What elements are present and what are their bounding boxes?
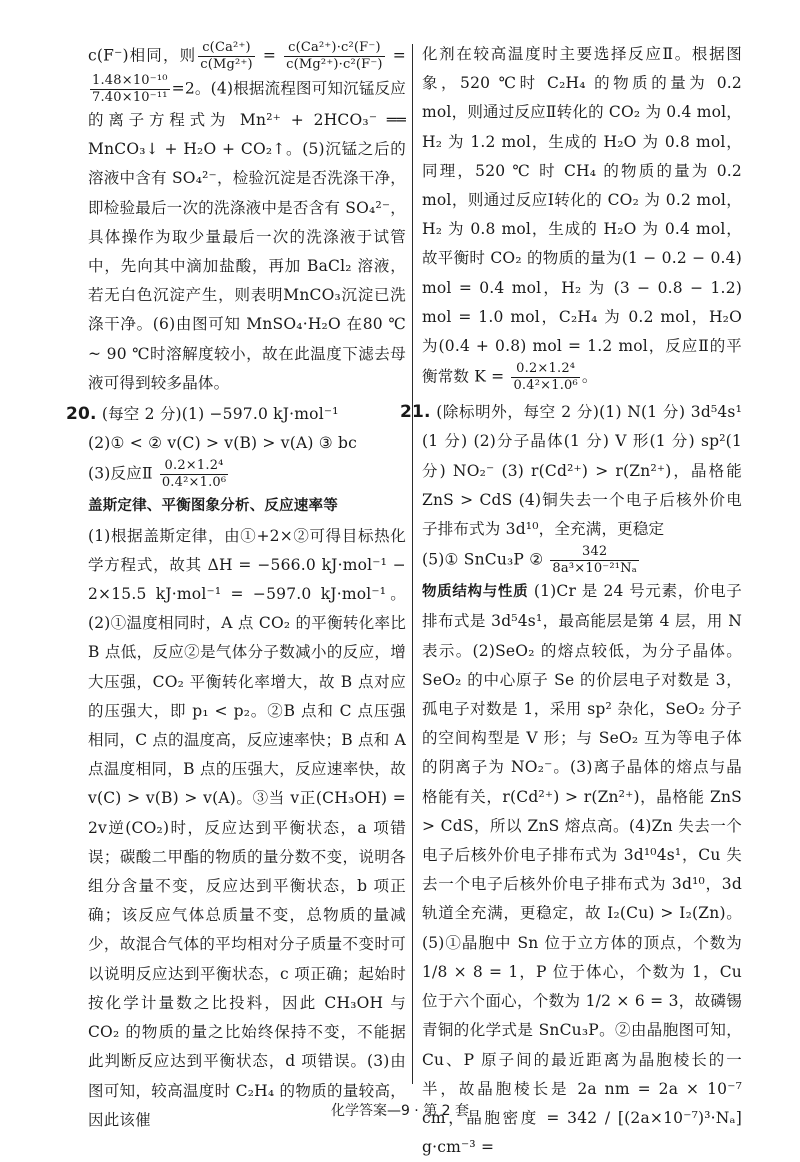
q19-continuation: c(F⁻)相同，则 $\frac{\text{c(Ca²⁺)}}{\text{c(Mg²⁺)}}$ = $\frac{\text{c(Ca²⁺)·c²(F⁻)}}{\text{c(Mg²⁺)·c²(F⁻)}}$ = $\frac{\text{1.48×10⁻¹⁰}}{\text{7.40×10⁻¹¹}}$ =2。(4)根据流程图可知沉锰反应的离子方程式为 Mn²⁺ + 2HCO₃⁻ ══ MnCO₃↓ + H₂O + CO₂↑。(5)沉锰之后的溶液中含有 SO₄²⁻，检验沉淀是否洗涤干净，即检验最后一次的洗涤液中是否含有 SO₄²⁻，具体操作为取少量最后一次的洗涤液于试管中，先向其中滴加盐酸，再加 BaCl₂ 溶液，若无白色沉淀产生，则表明MnCO₃沉淀已洗涤干净。(6)由图可知 MnSO₄·H₂O 在80 ℃ ~ 90 ℃时溶解度较小，故在此温度下滤去母液可得到较多晶体。 xyxy=(88,40,406,392)
ratio-fraction-2: $\frac{\text{c(Ca²⁺)·c²(F⁻)}}{\text{c(Mg²⁺)·c²(F⁻)}}$ xyxy=(286,40,383,72)
q20-continuation: 化剂在较高温度时主要选择反应Ⅱ。根据图象，520 ℃时 C₂H₄ 的物质的量为 0.2 mol，则通过反应Ⅱ转化的 CO₂ 为 0.4 mol，H₂ 为 1.2 mol，生成的 H₂O 为 0.8 mol，同理，520 ℃ 时 CH₄ 的物质的量为 0.2 mol，则通过反应Ⅰ转化的 CO₂ 为 0.2 mol，H₂ 为 0.8 mol，生成的 H₂O 为 0.4 mol，故平衡时 CO₂ 的物质的量为(1 − 0.2 − 0.4) mol = 0.4 mol，H₂ 为 (3 − 0.8 − 1.2) mol = 1.0 mol，C₂H₄ 为 0.2 mol，H₂O 为(0.4 + 0.8) mol = 1.2 mol，反应Ⅱ的平衡常数 K = $\frac{\text{0.2×1.2⁴}}{\text{0.4²×1.0⁶}}$ 。 xyxy=(422,45,742,394)
question-number-20: 20. xyxy=(66,404,97,425)
q20-explanation: (1)根据盖斯定律，由①+2×②可得目标热化学方程式，故其 ΔH = −566.0 kJ·mol⁻¹ − 2×15.5 kJ·mol⁻¹ = −597.0 kJ·mol⁻¹。(2)①温度相同时，A 点 CO₂ 的平衡转化率比 B 点低，反应②是气体分子数减小的反应，增大压强，CO₂ 平衡转化率增大，故 B 点对应的压强大，即 p₁ < p₂。②B 点和 C 点压强相同，C 点的温度高，反应速率快；B 点和 A 点温度相同，B 点的压强大，反应速率快，故 v(C) > v(B) > v(A)。③当 v正(CH₃OH) = 2v逆(CO₂)时，反应达到平衡状态，a 项错误；碳酸二甲酯的物质的量分数不变，说明各组分含量不变，反应达到平衡状态，b 项正确；该反应气体总质量不变，总物质的量减少，故混合气体的平均相对分子质量不变时可以说明反应达到平衡状态，c 项正确；起始时按化学计量数之比投料，因此 CH₃OH 与 CO₂ 的物质的量之比始终保持不变，不能据此判断反应达到平衡状态，d 项错误。(3)由图可知，较高温度时 C₂H₄ 的物质的量较高，因此该催 xyxy=(88,526,406,1129)
equilibrium-constant-fraction: $\frac{\text{0.2×1.2⁴}}{\text{0.4²×1.0⁶}}$ xyxy=(161,458,227,491)
q21-answers: 21. (除标明外，每空 2 分)(1) N(1 分) 3d⁵4s¹ (1 分) (2)分子晶体(1 分) V 形(1 分) sp²(1 分) NO₂⁻ (3) r(Cd²⁺) > r(Zn²⁺)，晶格能ZnS > CdS (4)铜失去一个电子后核外价电子排布式为 3d¹⁰，全充满，更稳定 xyxy=(400,402,742,539)
q20-answers: 20. (每空 2 分)(1) −597.0 kJ·mol⁻¹ xyxy=(66,404,339,425)
q21-topic: 物质结构与性质 xyxy=(422,584,529,601)
q20-topic: 盖斯定律、平衡图象分析、反应速率等 xyxy=(88,498,338,515)
page-footer: 化学答案—9 · 第 2 套 xyxy=(330,1103,470,1119)
left-column: c(F⁻)相同，则 $\frac{\text{c(Ca²⁺)}}{\text{c(Mg²⁺)}}$ = $\frac{\text{c(Ca²⁺)·c²(F⁻)}}{\text{c(Mg²⁺)·c²(F⁻)}}$ = $\frac{\text{1.48×10⁻¹⁰}}{\text{7.40×10⁻¹¹}}$ =2。(4)根据流程图可知沉锰反应的离子方程式为 Mn²⁺ + 2HCO₃⁻ ══ MnCO₃↓ + H₂O + CO₂↑。(5)沉锰之后的溶液中含有 SO₄²⁻，检验沉淀是否洗涤干净，即检验最后一次的洗涤液中是否含有 SO₄²⁻，具体操作为取少量最后一次的洗涤液于试管中，先向其中滴加盐酸，再加 BaCl₂ 溶液，若无白色沉淀产生，则表明MnCO₃沉淀已洗涤干净。(6)由图可知 MnSO₄·H₂O 在80 ℃ ~ 90 ℃时溶解度较小，故在此温度下滤去母液可得到较多晶体。 20. (每空 2 分)(1) −597.0 kJ·mol⁻¹ (2)① < ② v(C) > v(B) > v(A) ③ bc (3)反应Ⅱ $\frac{\text{0.2×1.2⁴}}{\text{0.4²×1.0⁶}}$ 盖斯定律、平衡图象分析、反应速率等 (1)根据盖斯定律，由①+2×②可得目标热化学方程式，故其 ΔH = −566.0 kJ·mol⁻¹ − 2×15.5 kJ·mol⁻¹ = −597.0 kJ·mol⁻¹。(2)①温度相同时，A 点 CO₂ 的平衡转化率比 B 点低，反应②是气体分子数减小的反应，增大压强，CO₂ 平衡转化率增大，故 B 点对应的压强大，即 p₁ < p₂。②B 点和 C 点压强相同，C 点的温度高，反应速率快；B 点和 A 点温度相同，B 点的压强大，反应速率快，故 v(C) > v(B) > v(A)。③当 v正(CH₃OH) = 2v逆(CO₂)时，反应达到平衡状态，a 项错误；碳酸二甲酯的物质的量分数不变，说明各组分含量不变，反应达到平衡状态，b 项正确；该反应气体总质量不变，总物质的量减少，故混合气体的平均相对分子质量不变时可以说明反应达到平衡状态，c 项正确；起始时按化学计量数之比投料，因此 CH₃OH 与 CO₂ 的物质的量之比始终保持不变，不能据此判断反应达到平衡状态，d 项错误。(3)由图可知，较高温度时 C₂H₄ 的物质的量较高，因此该催 xyxy=(88,40,406,1135)
q21-explanation: 物质结构与性质 (1)Cr 是 24 号元素，价电子排布式是 3d⁵4s¹，最高能层是第 4 层，用 N 表示。(2)SeO₂ 的熔点较低，为分子晶体。SeO₂ 的中心原子 Se 的价层电子对数是 3，孤电子对数是 1，采用 sp² 杂化，SeO₂ 分子的空间构型是 V 形；与 SeO₂ 互为等电子体的阴离子为 NO₂⁻。(3)离子晶体的熔点与晶格能有关，r(Cd²⁺) > r(Zn²⁺)，晶格能 ZnS > CdS，所以 ZnS 熔点高。(4)Zn 失去一个电子后核外价电子排布式为 3d¹⁰4s¹，Cu 失去一个电子后核外价电子排布式为 3d¹⁰，3d 轨道全充满，更稳定，故 I₂(Cu) > I₂(Zn)。(5)①晶胞中 Sn 位于立方体的顶点，个数为 1/8 × 8 = 1，P 位于体心，个数为 1，Cu 位于六个面心，个数为 1/2 × 6 = 3，故磷锡青铜的化学式是 SnCu₃P。②由晶胞图可知，Cu、P 原子间的最近距离为晶胞棱长的一半，故晶胞棱长是 2a nm = 2a × 10⁻⁷ cm，晶胞密度 = 342 / [(2a×10⁻⁷)³·Nₐ] g·cm⁻³ = xyxy=(422,582,742,1157)
ratio-fraction-3: $\frac{\text{1.48×10⁻¹⁰}}{\text{7.40×10⁻¹¹}}$ xyxy=(92,73,168,105)
question-number-21: 21. xyxy=(400,402,431,423)
right-column: 化剂在较高温度时主要选择反应Ⅱ。根据图象，520 ℃时 C₂H₄ 的物质的量为 0.2 mol，则通过反应Ⅱ转化的 CO₂ 为 0.4 mol，H₂ 为 1.2 mol，生成的 H₂O 为 0.8 mol，同理，520 ℃ 时 CH₄ 的物质的量为 0.2 mol，则通过反应Ⅰ转化的 CO₂ 为 0.2 mol，H₂ 为 0.8 mol，生成的 H₂O 为 0.4 mol，故平衡时 CO₂ 的物质的量为(1 − 0.2 − 0.4) mol = 0.4 mol，H₂ 为 (3 − 0.8 − 1.2) mol = 1.0 mol，C₂H₄ 为 0.2 mol，H₂O 为(0.4 + 0.8) mol = 1.2 mol，反应Ⅱ的平衡常数 K = $\frac{\text{0.2×1.2⁴}}{\text{0.4²×1.0⁶}}$ 。 21. (除标明外，每空 2 分)(1) N(1 分) 3d⁵4s¹ (1 分) (2)分子晶体(1 分) V 形(1 分) sp²(1 分) NO₂⁻ (3) r(Cd²⁺) > r(Zn²⁺)，晶格能ZnS > CdS (4)铜失去一个电子后核外价电子排布式为 3d¹⁰，全充满，更稳定 (5)① SnCu₃P ② $\frac{342}{\text{8a³×10⁻²¹Nₐ}}$ 物质结构与性质 (1)Cr 是 24 号元素，价电子排布式是 3d⁵4s¹，最高能层是第 4 层，用 N 表示。(2)SeO₂ 的熔点较低，为分子晶体。SeO₂ 的中心原子 Se 的价层电子对数是 3，孤电子对数是 1，采用 sp² 杂化，SeO₂ 分子的空间构型是 V 形；与 SeO₂ 互为等电子体的阴离子为 NO₂⁻。(3)离子晶体的熔点与晶格能有关，r(Cd²⁺) > r(Zn²⁺)，晶格能 ZnS > CdS，所以 ZnS 熔点高。(4)Zn 失去一个电子后核外价电子排布式为 3d¹⁰4s¹，Cu 失去一个电子后核外价电子排布式为 3d¹⁰，3d 轨道全充满，更稳定，故 I₂(Cu) > I₂(Zn)。(5)①晶胞中 Sn 位于立方体的顶点，个数为 1/8 × 8 = 1，P 位于体心，个数为 1，Cu 位于六个面心，个数为 1/2 × 6 = 3，故磷锡青铜的化学式是 SnCu₃P。②由晶胞图可知，Cu、P 原子间的最近距离为晶胞棱长的一半，故晶胞棱长是 2a nm = 2a × 10⁻⁷ cm，晶胞密度 = 342 / [(2a×10⁻⁷)³·Nₐ] g·cm⁻³ = xyxy=(422,40,742,1162)
density-fraction: $\frac{342}{\text{8a³×10⁻²¹Nₐ}}$ xyxy=(552,544,637,577)
k-fraction: $\frac{\text{0.2×1.2⁴}}{\text{0.4²×1.0⁶}}$ xyxy=(513,361,578,394)
ratio-fraction-1: $\frac{\text{c(Ca²⁺)}}{\text{c(Mg²⁺)}}$ xyxy=(200,40,253,72)
column-divider xyxy=(412,44,413,1084)
